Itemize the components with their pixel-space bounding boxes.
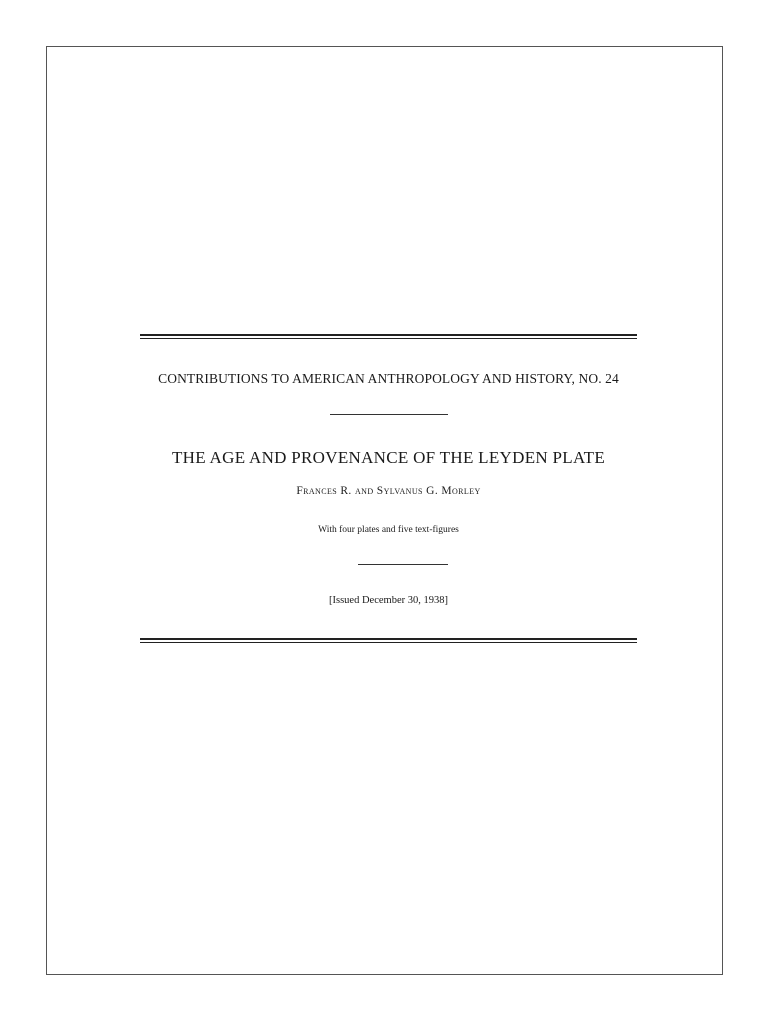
page-frame bbox=[46, 46, 723, 975]
bottom-double-rule bbox=[140, 638, 637, 643]
issued-date-note: [Issued December 30, 1938] bbox=[329, 595, 448, 606]
series-title: CONTRIBUTIONS TO AMERICAN ANTHROPOLOGY AND HISTORY, NO. 24 bbox=[158, 371, 619, 386]
top-double-rule bbox=[140, 334, 637, 339]
illustrations-note: With four plates and five text-figures bbox=[318, 525, 459, 535]
divider-rule bbox=[330, 414, 448, 415]
divider-rule-lower bbox=[358, 564, 448, 565]
authors: Frances R. and Sylvanus G. Morley bbox=[296, 485, 481, 497]
document-title: THE AGE AND PROVENANCE OF THE LEYDEN PLATE bbox=[171, 448, 606, 467]
